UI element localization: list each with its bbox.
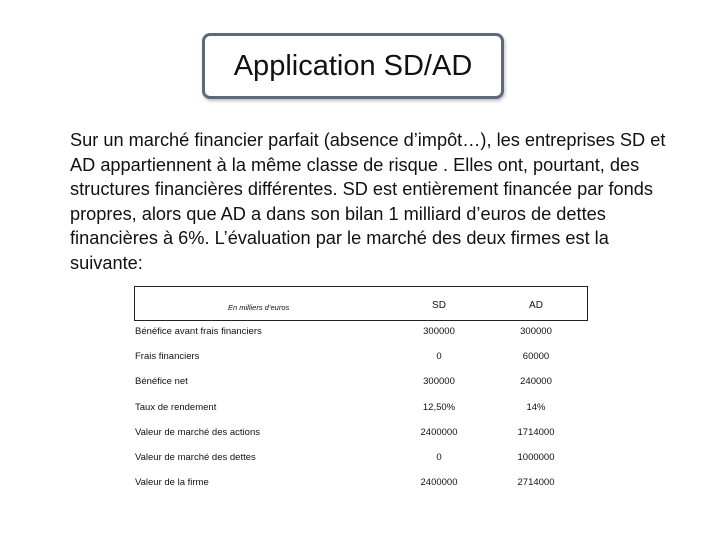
table-header-box — [134, 286, 588, 321]
paragraph-line: propres, alors que AD a dans son bilan 1 milliard d’euros de dettes — [70, 203, 606, 224]
row-label: Bénéfice avant frais financiers — [135, 326, 262, 337]
paragraph-line: Sur un marché financier parfait (absence d’impôt…), les entreprises SD et — [70, 130, 666, 150]
row-label: Valeur de la firme — [135, 477, 209, 488]
paragraph-line: suivante: — [70, 252, 143, 273]
body-paragraph — [70, 128, 670, 275]
row-label: Bénéfice net — [135, 376, 188, 387]
paragraph-line: financières à 6%. L’évaluation par le marché des deux firmes est la — [70, 228, 609, 248]
slide-title: Application SD/AD — [202, 33, 504, 99]
paragraph-line: structures financières différentes. SD est entièrement financée par fonds — [70, 179, 653, 199]
row-label: Valeur de marché des dettes — [135, 452, 256, 463]
paragraph-line: AD appartiennent à la même classe de risque . Elles ont, pourtant, des — [70, 154, 640, 175]
row-label: Frais financiers — [135, 351, 200, 362]
row-label: Valeur de marché des actions — [135, 427, 260, 438]
row-label: Taux de rendement — [135, 402, 217, 413]
valuation-table: En milliers d’euros SD AD Bénéfice avant frais financiers 300000 300000 Frais financiers 0 60000 Bénéfice net 300000 240000 Taux de rendement 12,50% 14% Valeur de marché des actions 2400000 1714000 Valeur de marché des dettes 0 1000000 Valeur de la firme 2400000 2714000 — [134, 286, 588, 496]
units-label: En milliers d’euros — [228, 303, 290, 312]
